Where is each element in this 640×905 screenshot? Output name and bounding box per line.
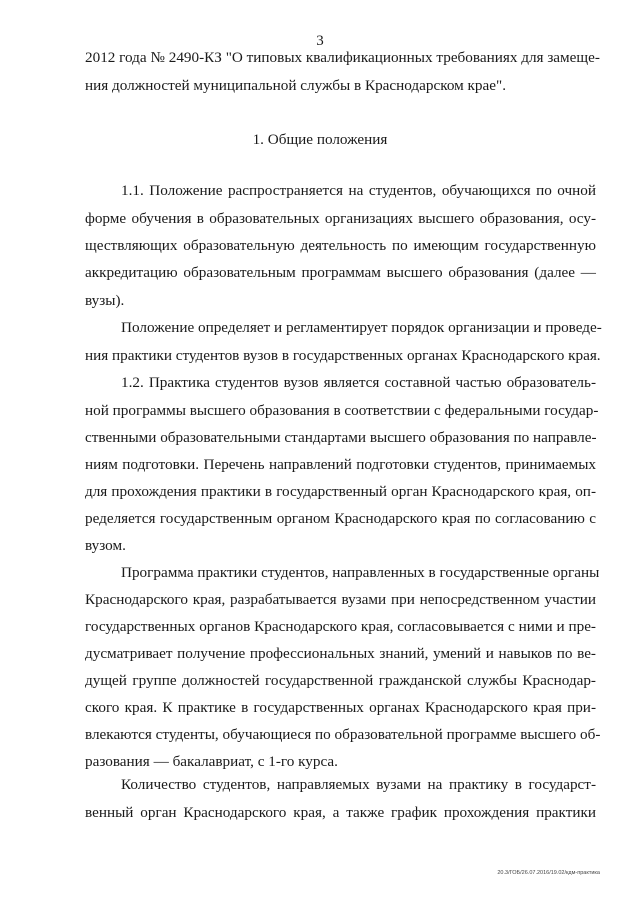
paragraph-line: дущей группе должностей государственной гражданской службы Краснодар- xyxy=(85,672,596,689)
paragraph-line: дусматривает получение профессиональных знаний, умений и навыков по ве- xyxy=(85,645,596,662)
paragraph-line: венный орган Краснодарского края, а также график прохождения практики xyxy=(85,804,596,821)
footer-code: 20.3/ГОБ/26.07.2016/19.02/кдм-практика xyxy=(497,870,600,876)
paragraph-line: Программа практики студентов, направленных в государственные органы xyxy=(121,564,600,581)
paragraph-line: Количество студентов, направляемых вузами на практику в государст- xyxy=(121,776,596,793)
paragraph-line: Положение определяет и регламентирует порядок организации и проведе- xyxy=(121,319,602,336)
paragraph-line: форме обучения в образовательных организациях высшего образования, осу- xyxy=(85,210,596,227)
paragraph-line: ной программы высшего образования в соответствии с федеральными государ- xyxy=(85,402,599,419)
paragraph-line: 1.2. Практика студентов вузов является составной частью образователь- xyxy=(121,374,596,391)
paragraph-line: ниям подготовки. Перечень направлений подготовки студентов, принимаемых xyxy=(85,456,596,473)
paragraph-line: вузы). xyxy=(85,292,125,309)
paragraph-line: государственных органов Краснодарского края, согласовывается с ними и пре- xyxy=(85,618,596,635)
intro-line: 2012 года № 2490-КЗ "О типовых квалификационных требованиях для замеще- xyxy=(85,49,600,66)
paragraph-line: ственными образовательными стандартами высшего образования по направле- xyxy=(85,429,597,446)
section-heading: 1. Общие положения xyxy=(252,131,388,148)
paragraph-line: аккредитацию образовательным программам высшего образования (далее — xyxy=(85,264,596,281)
paragraph-line: ского края. К практике в государственных органах Краснодарского края при- xyxy=(85,699,596,716)
intro-line: ния должностей муниципальной службы в Краснодарском крае". xyxy=(85,77,507,94)
paragraph-line: разования — бакалавриат, с 1-го курса. xyxy=(85,753,338,770)
page-number: 3 xyxy=(316,33,324,49)
paragraph-line: ния практики студентов вузов в государственных органах Краснодарского края. xyxy=(85,347,601,364)
paragraph-line: 1.1. Положение распространяется на студентов, обучающихся по очной xyxy=(121,182,596,199)
paragraph-line: Краснодарского края, разрабатывается вузами при непосредственном участии xyxy=(85,591,596,608)
paragraph-line: ределяется государственным органом Краснодарского края по согласованию с xyxy=(85,510,596,527)
paragraph-line: влекаются студенты, обучающиеся по образовательной программе высшего об- xyxy=(85,726,601,743)
paragraph-line: для прохождения практики в государственный орган Краснодарского края, оп- xyxy=(85,483,596,500)
paragraph-line: вузом. xyxy=(85,537,126,554)
paragraph-line: ществляющих образовательную деятельность по имеющим государственную xyxy=(85,237,596,254)
